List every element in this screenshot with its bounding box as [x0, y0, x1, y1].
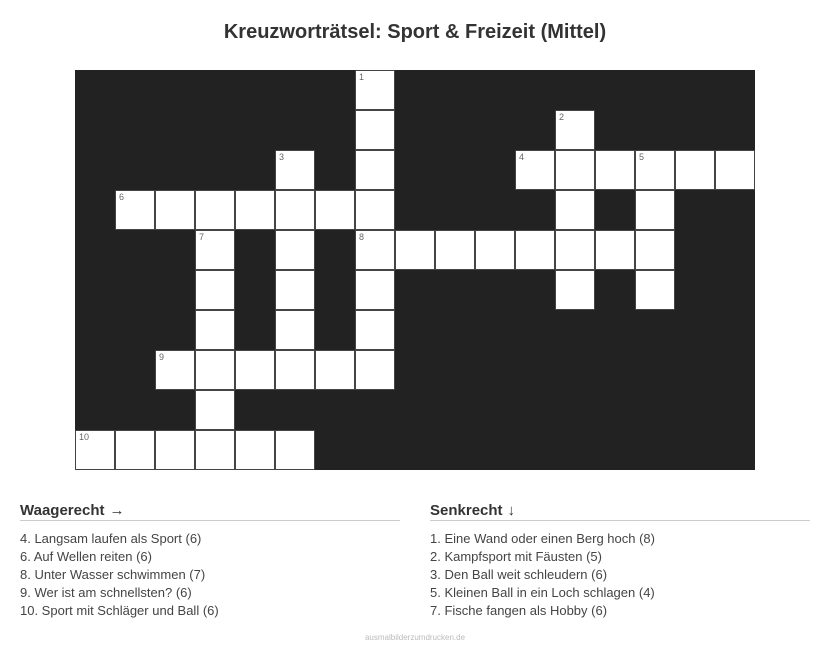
clue-number: 7 — [199, 232, 205, 242]
arrow-right-icon: → — [109, 502, 125, 519]
grid-cell[interactable] — [595, 230, 635, 270]
grid-cell[interactable] — [435, 230, 475, 270]
down-clue-list — [430, 530, 810, 620]
grid-cell[interactable] — [195, 390, 235, 430]
grid-cell[interactable] — [635, 230, 675, 270]
grid-cell[interactable] — [515, 230, 555, 270]
across-clue: 6. Auf Wellen reiten (6) — [20, 549, 152, 564]
across-clue: 10. Sport mit Schläger und Ball (6) — [20, 603, 219, 618]
across-heading-label: Waagerecht — [20, 502, 105, 519]
grid-cell[interactable] — [355, 350, 395, 390]
grid-cell[interactable] — [275, 150, 315, 190]
grid-cell[interactable] — [595, 150, 635, 190]
grid-cell[interactable] — [555, 270, 595, 310]
down-heading-label: Senkrecht — [430, 502, 503, 519]
grid-cell[interactable] — [355, 150, 395, 190]
clue-number: 10 — [79, 432, 90, 442]
grid-cell[interactable] — [555, 190, 595, 230]
grid-cell[interactable] — [355, 230, 395, 270]
grid-cell[interactable] — [235, 350, 275, 390]
clue-number: 4 — [519, 152, 525, 162]
across-clue: 9. Wer ist am schnellsten? (6) — [20, 585, 192, 600]
grid-cell[interactable] — [475, 230, 515, 270]
across-clues-section — [20, 502, 400, 620]
down-clue: 7. Fische fangen als Hobby (6) — [430, 603, 608, 618]
grid-cell[interactable] — [195, 350, 235, 390]
grid-cell[interactable] — [515, 150, 555, 190]
clue-number: 2 — [559, 112, 565, 122]
clue-number: 6 — [119, 192, 125, 202]
grid-cell[interactable] — [75, 430, 115, 470]
grid-cell[interactable] — [395, 230, 435, 270]
grid-cell[interactable] — [555, 110, 595, 150]
grid-cell[interactable] — [675, 150, 715, 190]
grid-cell[interactable] — [195, 230, 235, 270]
grid-cell[interactable] — [315, 350, 355, 390]
grid-cell[interactable] — [355, 270, 395, 310]
grid-cell[interactable] — [555, 230, 595, 270]
grid-cell[interactable] — [275, 230, 315, 270]
grid-cell[interactable] — [155, 190, 195, 230]
down-clue: 5. Kleinen Ball in ein Loch schlagen (4) — [430, 585, 655, 600]
down-clue: 1. Eine Wand oder einen Berg hoch (8) — [430, 531, 655, 546]
grid-cell[interactable] — [115, 190, 155, 230]
crossword-grid — [75, 70, 755, 470]
page-title: Kreuzworträtsel: Sport & Freizeit (Mittel) — [223, 21, 607, 43]
footer-credit: ausmalbilderzumdrucken.de — [364, 633, 466, 642]
grid-cell[interactable] — [355, 310, 395, 350]
grid-cell[interactable] — [355, 190, 395, 230]
grid-cell[interactable] — [275, 430, 315, 470]
clue-number: 8 — [359, 232, 365, 242]
grid-cell[interactable] — [235, 430, 275, 470]
down-clues-section — [430, 502, 810, 620]
grid-cell[interactable] — [195, 310, 235, 350]
grid-cell[interactable] — [235, 190, 275, 230]
grid-cell[interactable] — [555, 150, 595, 190]
grid-cell[interactable] — [355, 110, 395, 150]
down-clue: 3. Den Ball weit schleudern (6) — [430, 567, 608, 582]
grid-cell[interactable] — [155, 350, 195, 390]
grid-cell[interactable] — [195, 270, 235, 310]
grid-cell[interactable] — [195, 190, 235, 230]
clue-number: 1 — [359, 72, 365, 82]
grid-cell[interactable] — [115, 430, 155, 470]
down-clue: 2. Kampfsport mit Fäusten (5) — [430, 549, 602, 564]
down-heading — [430, 502, 810, 521]
grid-cell[interactable] — [275, 190, 315, 230]
across-clue-list — [20, 530, 400, 620]
grid-cell[interactable] — [635, 270, 675, 310]
across-heading — [20, 502, 400, 521]
grid-cell[interactable] — [315, 190, 355, 230]
across-clue: 4. Langsam laufen als Sport (6) — [20, 531, 202, 546]
clue-number: 5 — [639, 152, 645, 162]
grid-cell[interactable] — [635, 190, 675, 230]
grid-cell[interactable] — [275, 270, 315, 310]
grid-cell[interactable] — [195, 430, 235, 470]
clue-number: 9 — [159, 352, 165, 362]
grid-cell[interactable] — [355, 70, 395, 110]
grid-cell[interactable] — [635, 150, 675, 190]
grid-cell[interactable] — [275, 310, 315, 350]
clue-number: 3 — [279, 152, 285, 162]
arrow-down-icon: ↓ — [507, 502, 516, 519]
grid-cell[interactable] — [715, 150, 755, 190]
grid-cell[interactable] — [155, 430, 195, 470]
grid-cell[interactable] — [275, 350, 315, 390]
across-clue: 8. Unter Wasser schwimmen (7) — [20, 567, 206, 582]
